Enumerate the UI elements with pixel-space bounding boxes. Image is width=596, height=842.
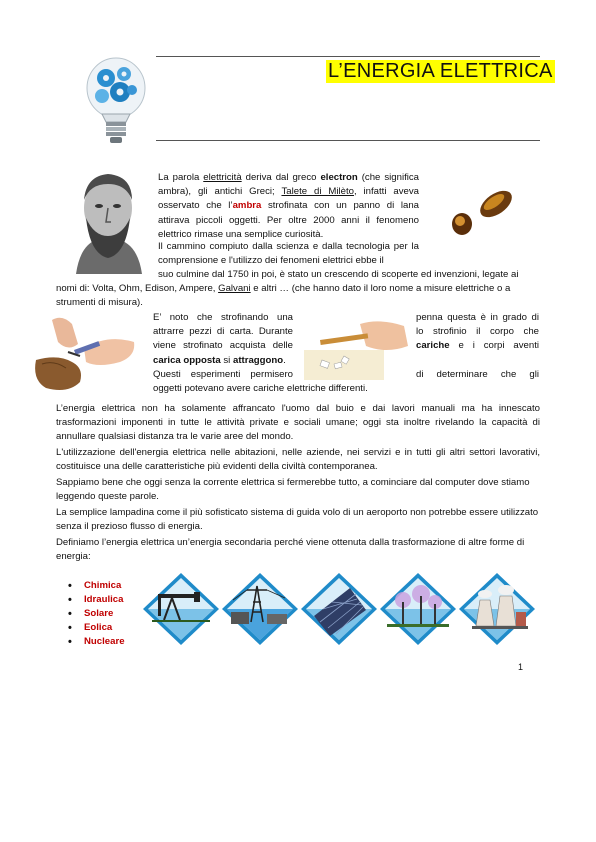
experiment-text: Questi esperimenti permisero (153, 368, 293, 380)
history-text: e altri … (che hanno dato il loro nome a misure elettriche o a (250, 283, 511, 294)
page-number: 1 (518, 662, 524, 672)
intro-text: La parola (158, 172, 204, 183)
title-highlight (326, 60, 555, 83)
thales-portrait (66, 166, 150, 274)
term-elettricita: elettricità (203, 172, 242, 183)
body-paragraph-4 (56, 506, 540, 534)
experiment-text: si (220, 354, 233, 366)
header-rule-bottom (156, 140, 540, 141)
energy-icons-row (142, 572, 534, 646)
term-electron: electron (320, 172, 358, 183)
term-talete: Talete di Milèto (281, 186, 354, 198)
intro-text: deriva dal greco (241, 172, 321, 183)
energy-list (68, 579, 125, 649)
energy-item: • Chimica (68, 579, 125, 593)
intro-text: (che significa ambra), gli antichi Greci; (158, 172, 420, 198)
experiment-text: E’ noto che strofinando una (153, 312, 293, 323)
wind-turbine-icon (379, 572, 457, 646)
body-paragraph-3 (56, 476, 540, 504)
term-ambra: ambra (232, 200, 262, 212)
body-text: Definiamo l’energia elettrica un’energia secondaria perché viene ottenuta dalla trasformazione di altre forme di energia: (56, 537, 525, 563)
experiment-left-column (153, 311, 293, 382)
intro-text: strofinata con un panno di lana attirava piccoli oggetti. Per oltre 2000 anni il fenomeno elettrico rimase una semplice curiosità. (158, 200, 419, 240)
body-paragraph-2 (56, 446, 540, 474)
experiment-text: attrarre pezzi di carta. Durante (153, 326, 293, 338)
experiment-text: di determinare che gli (416, 368, 539, 380)
rubbing-cloth-image (28, 312, 140, 394)
page-title: L’ENERGIA ELETTRICA (328, 60, 553, 82)
term-cariche: cariche (416, 340, 450, 352)
energy-item: • Nucleare (68, 635, 125, 649)
energy-item: • Solare (68, 607, 125, 621)
dam-icon (221, 572, 299, 646)
experiment-text: viene strofinato acquista delle (153, 340, 293, 352)
experiment-text: e i corpi aventi (449, 340, 539, 352)
experiment-text: . (283, 354, 286, 366)
term-attraggono: attraggono (232, 354, 284, 366)
history-line-1 (158, 268, 540, 282)
body-text: La semplice lampadina come il più sofisticato sistema di guida volo di un aeroporto non potrebbe essere utilizzato senza il prezioso flusso di energia. (56, 507, 539, 533)
body-paragraph-5 (56, 536, 540, 564)
experiment-text: penna questa è in grado di (416, 312, 539, 323)
body-text: L’energia elettrica non ha solamente affrancato l'uomo dal buio e dai lavori manuali ma ha innescato trasformazioni imponenti in tutte le attività private e sociali umane; oggi sta inoltre rivelando la capacità di annullare qualsiasi distanza tra le varie aree del mondo. (56, 403, 540, 443)
history-paragraph-start (158, 240, 419, 268)
experiment-right-column (416, 311, 539, 382)
history-text: suo culmine dal 1750 in poi, è stato un crescendo di scoperte ed invenzioni, legate ai (158, 269, 519, 280)
oil-pump-icon (142, 572, 220, 646)
history-text: nomi di: Volta, Ohm, Edison, Ampere, (56, 283, 219, 294)
pen-attracts-paper-image (300, 316, 412, 386)
intro-text: , infatti aveva osservato che l’ (158, 186, 419, 212)
experiment-text: lo strofinio il corpo che (416, 326, 539, 338)
history-text: strumenti di misura). (56, 297, 143, 308)
history-line-3 (56, 296, 143, 310)
term-galvani: Galvani (218, 283, 251, 294)
term-carica-opposta: carica opposta (153, 354, 221, 366)
history-text: Il cammino compiuto dalla scienza e dalla tecnologia per la comprensione e l'utilizzo dei fenomeni elettrici ebbe il (158, 241, 419, 267)
experiment-text: oggetti potevano avere cariche elettriche differenti. (153, 383, 368, 394)
body-text: L'utilizzazione dell'energia elettrica nelle abitazioni, nelle aziende, nei servizi e in tutti gli altri settori lavorativi, costituisce una delle caratteristiche più evidenti della civiltà contemporanea. (56, 447, 540, 473)
intro-paragraph (158, 171, 419, 242)
energy-item: • Idraulica (68, 593, 125, 607)
amber-pieces (446, 186, 516, 244)
body-text: Sappiamo bene che oggi senza la corrente elettrica si fermerebbe tutto, a cominciare dal computer dove stiamo leggendo queste parole. (56, 477, 530, 503)
history-line-2 (56, 282, 540, 296)
nuclear-plant-icon (458, 572, 536, 646)
energy-item: • Eolica (68, 621, 125, 635)
solar-panel-icon (300, 572, 378, 646)
body-paragraph-1 (56, 402, 540, 445)
header-rule-top (156, 56, 540, 57)
lightbulb-gears-icon (84, 56, 148, 150)
experiment-conclusion (153, 382, 540, 396)
